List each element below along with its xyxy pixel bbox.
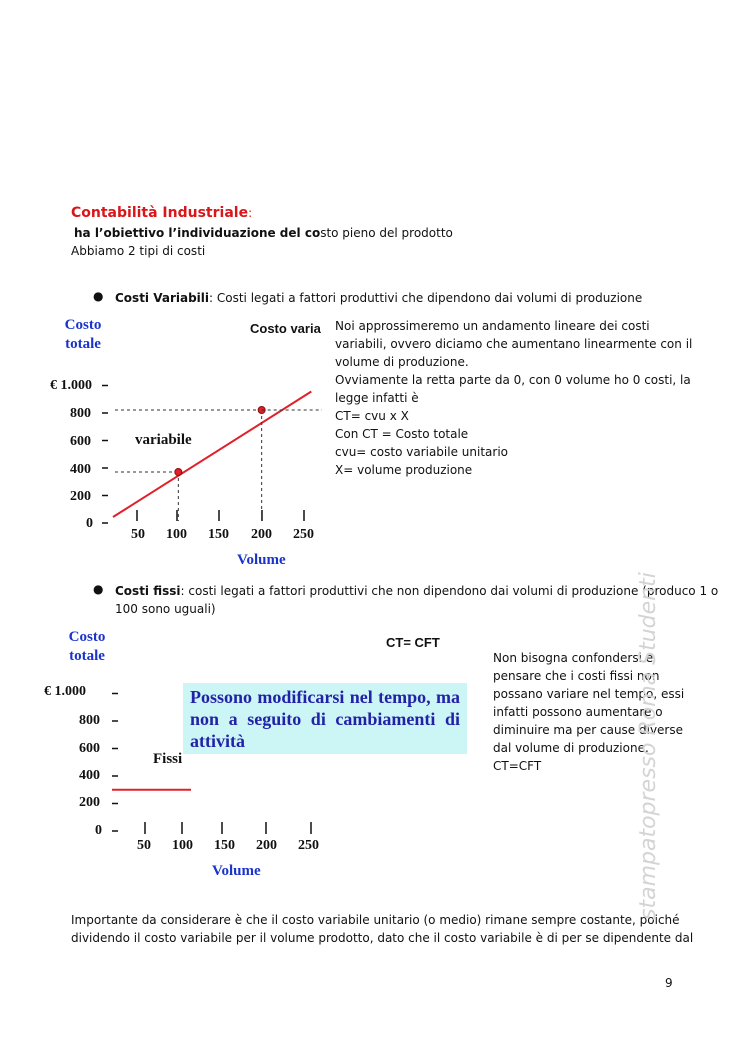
- note-box: Possono modificarsi nel tempo, ma non a seguito di cambiamenti di attività: [183, 683, 467, 754]
- chart2-ytick: 200: [79, 795, 100, 810]
- chart2-ytick: 800: [79, 713, 100, 728]
- explanation-line: diminuire ma per cause diverse: [493, 723, 684, 737]
- heading-title: Contabilità Industriale: [71, 205, 249, 221]
- chart1-xtick: 200: [251, 527, 272, 542]
- explanation-line: legge infatti è: [335, 391, 419, 405]
- chart2-ylabel: Costo totale: [68, 629, 106, 664]
- explanation-line: variabili, ovvero diciamo che aumentano linearmente con il: [335, 337, 693, 351]
- chart1-xtick: 50: [131, 527, 145, 542]
- chart2-series-label: Fissi: [153, 751, 183, 767]
- chart2-ytick: 0: [95, 823, 102, 838]
- intro-bold-text: ha l’obiettivo l’individuazione del co: [74, 226, 321, 240]
- page-number: 9: [665, 976, 673, 990]
- chart1-ytick: 600: [70, 434, 91, 449]
- chart2-title: CT= CFT: [386, 635, 440, 650]
- chart2-xtick: 150: [214, 838, 235, 853]
- variabili-explanation: [335, 317, 692, 479]
- bullet-title: Costi Variabili: [115, 291, 210, 305]
- intro-line-2: Abbiamo 2 tipi di costi: [71, 244, 206, 258]
- explanation-line: Con CT = Costo totale: [335, 427, 469, 441]
- bullet-costi-fissi: [115, 582, 718, 600]
- footer-paragraph: [71, 911, 693, 947]
- explanation-line: cvu= costo variabile unitario: [335, 445, 508, 459]
- bullet-title: Costi fissi: [115, 584, 181, 598]
- footer-line: dividendo il costo variabile per il volume prodotto, dato che il costo variabile è di per se dipendente dal: [71, 931, 694, 945]
- bullet-icon: ●: [93, 582, 104, 596]
- explanation-line: Non bisogna confondersi e: [493, 651, 654, 665]
- chart2-xlabel: Volume: [212, 863, 261, 879]
- chart2-xtick: 100: [172, 838, 193, 853]
- chart1-xtick: 100: [166, 527, 187, 542]
- explanation-line: CT= cvu x X: [335, 409, 409, 423]
- chart1-xtick: 250: [293, 527, 314, 542]
- chart1-xlabel: Volume: [237, 552, 286, 568]
- chart1-xtick: 150: [208, 527, 229, 542]
- footer-line: Importante da considerare è che il costo variabile unitario (o medio) rimane sempre costante, poiché: [71, 913, 680, 927]
- chart1-title: Costo varia: [250, 321, 321, 336]
- chart2-ytick: 400: [79, 768, 100, 783]
- chart1-series-label: variabile: [135, 432, 192, 448]
- bullet-text: : Costi legati a fattori produttivi che dipendono dai volumi di produzione: [209, 291, 643, 305]
- explanation-line: possano variare nel tempo, essi: [493, 687, 685, 701]
- chart1-ytick: € 1.000: [50, 378, 92, 393]
- intro-rest-text: sto pieno del prodotto: [320, 226, 453, 240]
- explanation-line: infatti possono aumentare o: [493, 705, 663, 719]
- watermark: stampatopresso Roma Studenti: [636, 572, 661, 920]
- chart1-ylabel: Costo totale: [64, 317, 102, 352]
- chart1-ytick: 800: [70, 406, 91, 421]
- chart1-ytick: 400: [70, 462, 91, 477]
- bullet-icon: ●: [93, 289, 104, 303]
- explanation-line: CT=CFT: [493, 759, 542, 773]
- chart2-xtick: 50: [137, 838, 151, 853]
- explanation-line: volume di produzione.: [335, 355, 469, 369]
- bullet-text: : costi legati a fattori produttivi che non dipendono dai volumi di produzione (produco 1 o: [180, 584, 719, 598]
- chart1-point: [175, 469, 182, 476]
- heading-colon: :: [248, 206, 253, 220]
- chart2-xtick: 250: [298, 838, 319, 853]
- explanation-line: dal volume di produzione.: [493, 741, 649, 755]
- chart2-xtick: 200: [256, 838, 277, 853]
- chart1-ytick: 200: [70, 489, 91, 504]
- explanation-line: X= volume produzione: [335, 463, 473, 477]
- explanation-line: Noi approssimeremo un andamento lineare dei costi: [335, 319, 650, 333]
- bullet-costi-fissi-cont: 100 sono uguali): [115, 602, 216, 616]
- chart1-ytick: 0: [86, 516, 93, 531]
- explanation-line: Ovviamente la retta parte da 0, con 0 volume ho 0 costi, la: [335, 373, 691, 387]
- explanation-line: pensare che i costi fissi non: [493, 669, 660, 683]
- chart2-ytick: 600: [79, 741, 100, 756]
- chart2-ytick: € 1.000: [44, 684, 86, 699]
